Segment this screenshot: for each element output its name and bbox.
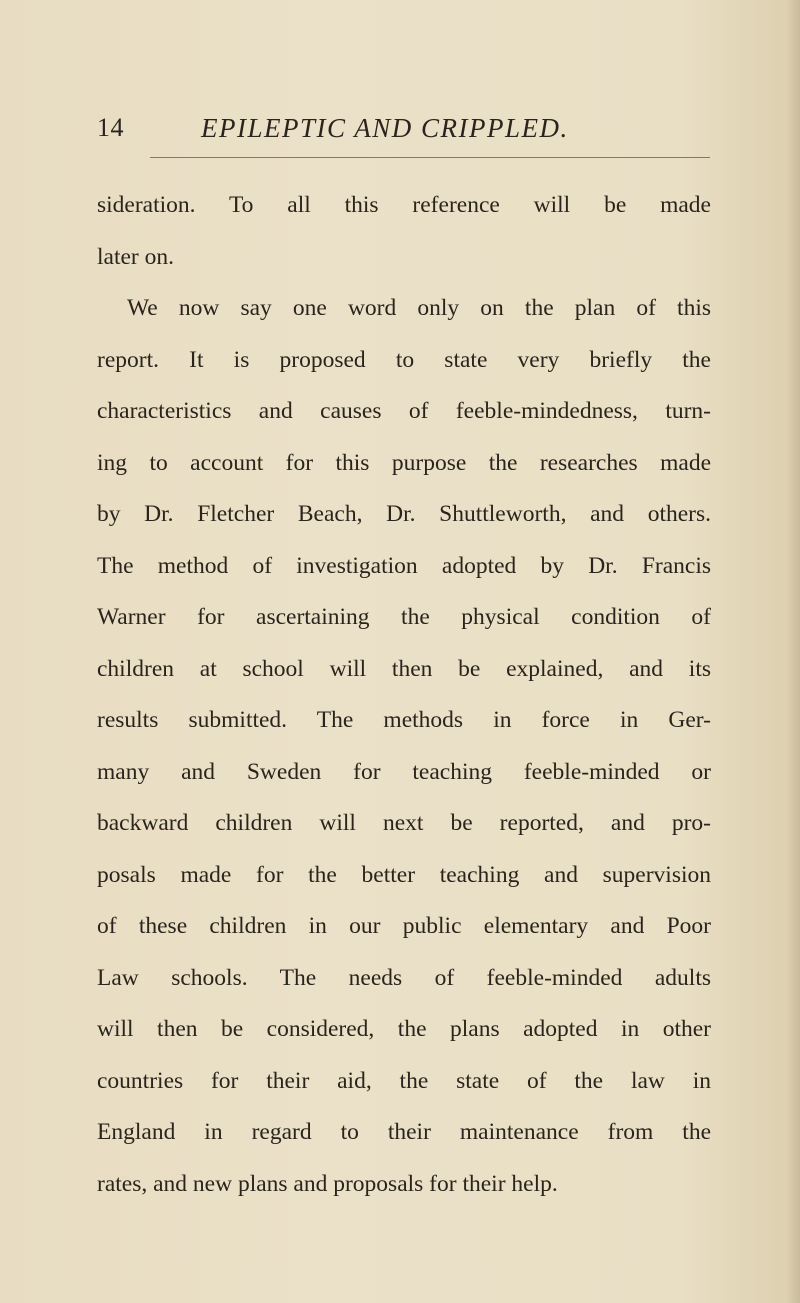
page-header	[97, 113, 717, 153]
text-line: characteristics and causes of feeble-mindedness, turn-	[97, 398, 711, 424]
page-number: 14	[97, 113, 124, 142]
body-text	[97, 180, 711, 1210]
header-rule	[150, 157, 710, 158]
text-line: results submitted. The methods in force in Ger-	[97, 707, 711, 733]
text-line: by Dr. Fletcher Beach, Dr. Shuttleworth, and others.	[97, 501, 711, 527]
text-line: of these children in our public elementary and Poor	[97, 913, 711, 939]
text-line: will then be considered, the plans adopted in other	[97, 1016, 711, 1042]
running-title: EPILEPTIC AND CRIPPLED.	[201, 113, 569, 143]
page-edge-shadow	[786, 0, 800, 1303]
text-line: We now say one word only on the plan of this	[127, 295, 711, 321]
text-line: children at school will then be explained, and its	[97, 655, 711, 682]
text-line: many and Sweden for teaching feeble-minded or	[97, 758, 711, 785]
text-line: posals made for the better teaching and supervision	[97, 861, 711, 888]
text-line: later on.	[97, 243, 174, 270]
text-line: rates, and new plans and proposals for their help.	[97, 1170, 558, 1197]
text-line: ing to account for this purpose the researches made	[97, 449, 711, 476]
text-line: Warner for ascertaining the physical condition of	[97, 604, 711, 630]
text-line: Law schools. The needs of feeble-minded adults	[97, 964, 711, 991]
text-line: sideration. To all this reference will be made	[97, 192, 711, 218]
text-line: The method of investigation adopted by Dr. Francis	[97, 552, 711, 579]
text-line: backward children will next be reported, and pro-	[97, 810, 711, 836]
text-line: countries for their aid, the state of the law in	[97, 1067, 711, 1094]
text-line: England in regard to their maintenance from the	[97, 1119, 711, 1145]
text-line: report. It is proposed to state very briefly the	[97, 346, 711, 373]
